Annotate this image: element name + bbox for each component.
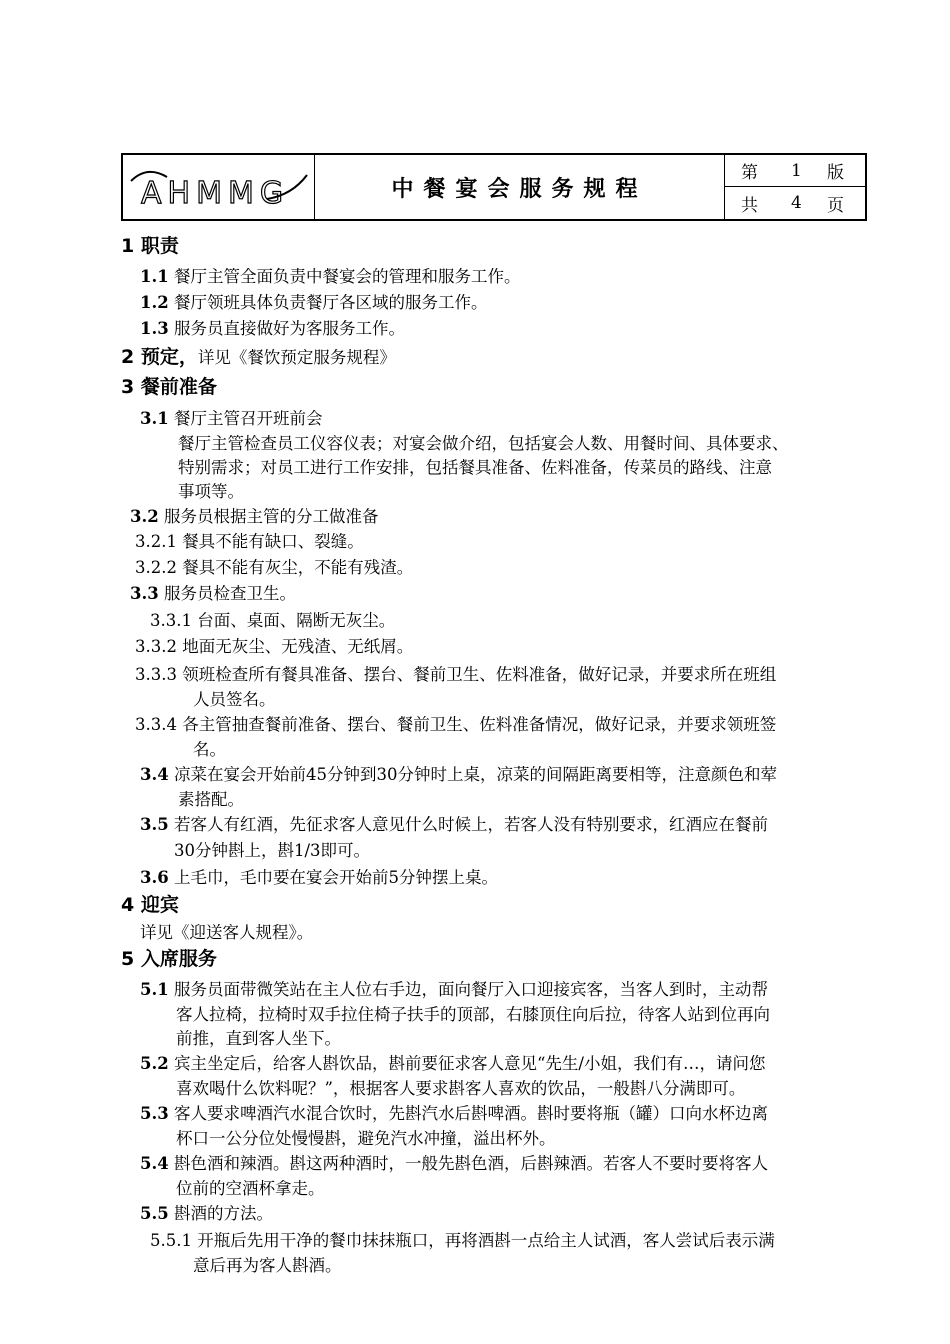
heading-number-and-title: 1 — [121, 235, 135, 257]
clause-number: 3.3.3 — [135, 665, 177, 684]
clause-text: 餐厅主管召开班前会 — [173, 409, 323, 428]
clause-text: 30分钟斟上，斟1/3即可。 — [174, 841, 371, 860]
body-line — [150, 610, 395, 632]
clause-text: 各主管抽查餐前准备、摆台、餐前卫生、佐料准备情况，做好记录，并要求领班签 — [182, 715, 777, 734]
body-line — [193, 689, 276, 711]
clause-number: 3.4 — [140, 765, 169, 784]
clause-text: 位前的空酒杯拿走。 — [176, 1179, 325, 1198]
clause-number: 5.5 — [140, 1204, 169, 1223]
body-line — [193, 739, 226, 761]
body-line — [140, 266, 520, 288]
clause-text: 餐厅领班具体负责餐厅各区域的服务工作。 — [173, 293, 488, 312]
section-heading — [121, 235, 179, 258]
edition-label-left: 第 — [741, 163, 758, 183]
body-line — [140, 1103, 768, 1125]
body-line — [176, 1004, 770, 1026]
heading-title: 餐前准备 — [140, 376, 217, 398]
body-line — [140, 318, 405, 340]
clause-number: 3.3.2 — [135, 637, 177, 656]
edition-value: 1 — [791, 160, 802, 181]
clause-text: 客人要求啤酒汽水混合饮时，先斟汽水后斟啤酒。斟时要将瓶（罐）口向水杯边离 — [173, 1104, 768, 1123]
edition-label-right: 版 — [827, 163, 844, 183]
clause-text: 特别需求；对员工进行工作安排，包括餐具准备、佐料准备，传菜员的路线、注意 — [178, 458, 772, 477]
pages-cell — [725, 187, 865, 219]
body-line — [135, 664, 776, 686]
clause-number: 3.3 — [130, 584, 159, 603]
header-table — [121, 153, 867, 221]
body-line — [178, 789, 244, 811]
heading-number-and-title: 2 — [121, 346, 135, 368]
clause-text: 凉菜在宴会开始前45分钟到30分钟时上桌，凉菜的间隔距离要相等，注意颜色和荤 — [173, 765, 777, 784]
clause-text: 服务员直接做好为客服务工作。 — [173, 319, 405, 338]
clause-text: 杯口一公分位处慢慢斟，避免汽水冲撞，溢出杯外。 — [176, 1129, 556, 1148]
heading-title: 职责 — [140, 235, 179, 257]
pages-label-left: 共 — [741, 195, 758, 216]
edition-cell — [725, 155, 865, 187]
clause-text: 喜欢喝什么饮料呢？”，根据客人要求斟客人喜欢的饮品，一般斟八分满即可。 — [176, 1079, 746, 1098]
clause-number: 5.3 — [140, 1104, 169, 1123]
clause-number: 5.5.1 — [150, 1231, 192, 1250]
heading-number-and-title: 5 — [121, 948, 135, 970]
body-line — [193, 1255, 342, 1277]
heading-title: 入席服务 — [140, 948, 217, 970]
clause-number: 3.6 — [140, 868, 169, 887]
body-line — [140, 814, 768, 836]
body-line — [150, 1230, 775, 1252]
body-line — [178, 481, 244, 503]
clause-text: 前推，直到客人坐下。 — [176, 1029, 341, 1048]
clause-number: 3.2.1 — [135, 532, 177, 551]
clause-text: 上毛巾，毛巾要在宴会开始前5分钟摆上桌。 — [173, 868, 498, 887]
clause-number: 3.5 — [140, 815, 169, 834]
pages-value: 4 — [791, 193, 802, 213]
body-line — [178, 433, 789, 455]
clause-text: 意后再为客人斟酒。 — [193, 1256, 342, 1275]
heading-reference: 详见《餐饮预定服务规程》 — [197, 348, 396, 367]
body-line — [130, 583, 296, 605]
clause-number: 5.2 — [140, 1054, 169, 1073]
body-line — [176, 1178, 325, 1200]
pages-label-right: 页 — [827, 195, 844, 216]
clause-number: 3.3.4 — [135, 715, 177, 734]
body-line — [135, 557, 413, 579]
body-line — [135, 714, 776, 736]
clause-text: 人员签名。 — [193, 690, 276, 709]
clause-number: 1.2 — [140, 293, 169, 312]
body-line — [140, 867, 498, 889]
body-line — [140, 292, 487, 314]
heading-title: 迎宾 — [140, 894, 179, 916]
section-heading — [121, 948, 217, 971]
section-heading — [121, 894, 179, 917]
clause-text: 台面、桌面、隔断无灰尘。 — [197, 611, 396, 630]
clause-text: 餐具不能有缺口、裂缝。 — [182, 532, 364, 551]
body-line — [140, 1053, 765, 1075]
logo-cell — [123, 155, 315, 219]
clause-number: 5.4 — [140, 1154, 169, 1173]
heading-number-and-title: 3 — [121, 376, 135, 398]
clause-number: 3.2.2 — [135, 558, 177, 577]
body-line — [176, 1028, 341, 1050]
section-heading — [121, 346, 396, 369]
clause-text: 宾主坐定后，给客人斟饮品，斟前要征求客人意见“先生/小姐，我们有…，请问您 — [173, 1054, 766, 1073]
clause-number: 3.1 — [140, 409, 169, 428]
clause-number: 3.3.1 — [150, 611, 192, 630]
clause-text: 斟色酒和辣酒。斟这两种酒时，一般先斟色酒，后斟辣酒。若客人不要时要将客人 — [173, 1154, 768, 1173]
body-line — [140, 408, 322, 430]
clause-text: 素搭配。 — [178, 790, 244, 809]
body-line — [130, 506, 378, 528]
heading-title: 预定， — [140, 346, 198, 368]
body-line — [140, 764, 777, 786]
clause-text: 斟酒的方法。 — [173, 1204, 273, 1223]
clause-text: 餐厅主管检查员工仪容仪表；对宴会做介绍，包括宴会人数、用餐时间、具体要求、 — [178, 434, 789, 453]
clause-number: 1.1 — [140, 267, 169, 286]
clause-text: 名。 — [193, 740, 226, 759]
body-line — [140, 1153, 768, 1175]
body-line — [135, 636, 413, 658]
clause-number: 3.2 — [130, 507, 159, 526]
body-line — [140, 979, 768, 1001]
clause-text: 地面无灰尘、无残渣、无纸屑。 — [182, 637, 414, 656]
clause-text: 服务员检查卫生。 — [163, 584, 296, 603]
clause-text: 餐具不能有灰尘，不能有残渣。 — [182, 558, 414, 577]
clause-text: 客人拉椅，拉椅时双手拉住椅子扶手的顶部，右膝顶住向后拉，待客人站到位再向 — [176, 1005, 770, 1024]
body-line — [178, 457, 772, 479]
clause-text: 详见《迎送客人规程》。 — [140, 923, 314, 942]
body-line — [174, 840, 370, 862]
document-title: 中餐宴会服务规程 — [315, 155, 725, 219]
company-logo — [127, 159, 311, 215]
clause-text: 事项等。 — [178, 482, 244, 501]
logo-text: AHMMG — [141, 176, 290, 211]
clause-text: 服务员面带微笑站在主人位右手边，面向餐厅入口迎接宾客，当客人到时，主动帮 — [173, 980, 768, 999]
clause-text: 服务员根据主管的分工做准备 — [163, 507, 379, 526]
body-line — [176, 1128, 556, 1150]
clause-text: 开瓶后先用干净的餐巾抹抹瓶口，再将酒斟一点给主人试酒，客人尝试后表示满 — [197, 1231, 775, 1250]
body-line — [140, 1203, 273, 1225]
clause-number: 5.1 — [140, 980, 169, 999]
clause-text: 若客人有红酒，先征求客人意见什么时候上，若客人没有特别要求，红酒应在餐前 — [173, 815, 768, 834]
clause-number: 1.3 — [140, 319, 169, 338]
body-line — [140, 922, 313, 944]
clause-text: 领班检查所有餐具准备、摆台、餐前卫生、佐料准备，做好记录，并要求所在班组 — [182, 665, 777, 684]
section-heading — [121, 376, 217, 399]
heading-number-and-title: 4 — [121, 894, 135, 916]
body-line — [176, 1078, 745, 1100]
body-line — [135, 531, 364, 553]
clause-text: 餐厅主管全面负责中餐宴会的管理和服务工作。 — [173, 267, 521, 286]
